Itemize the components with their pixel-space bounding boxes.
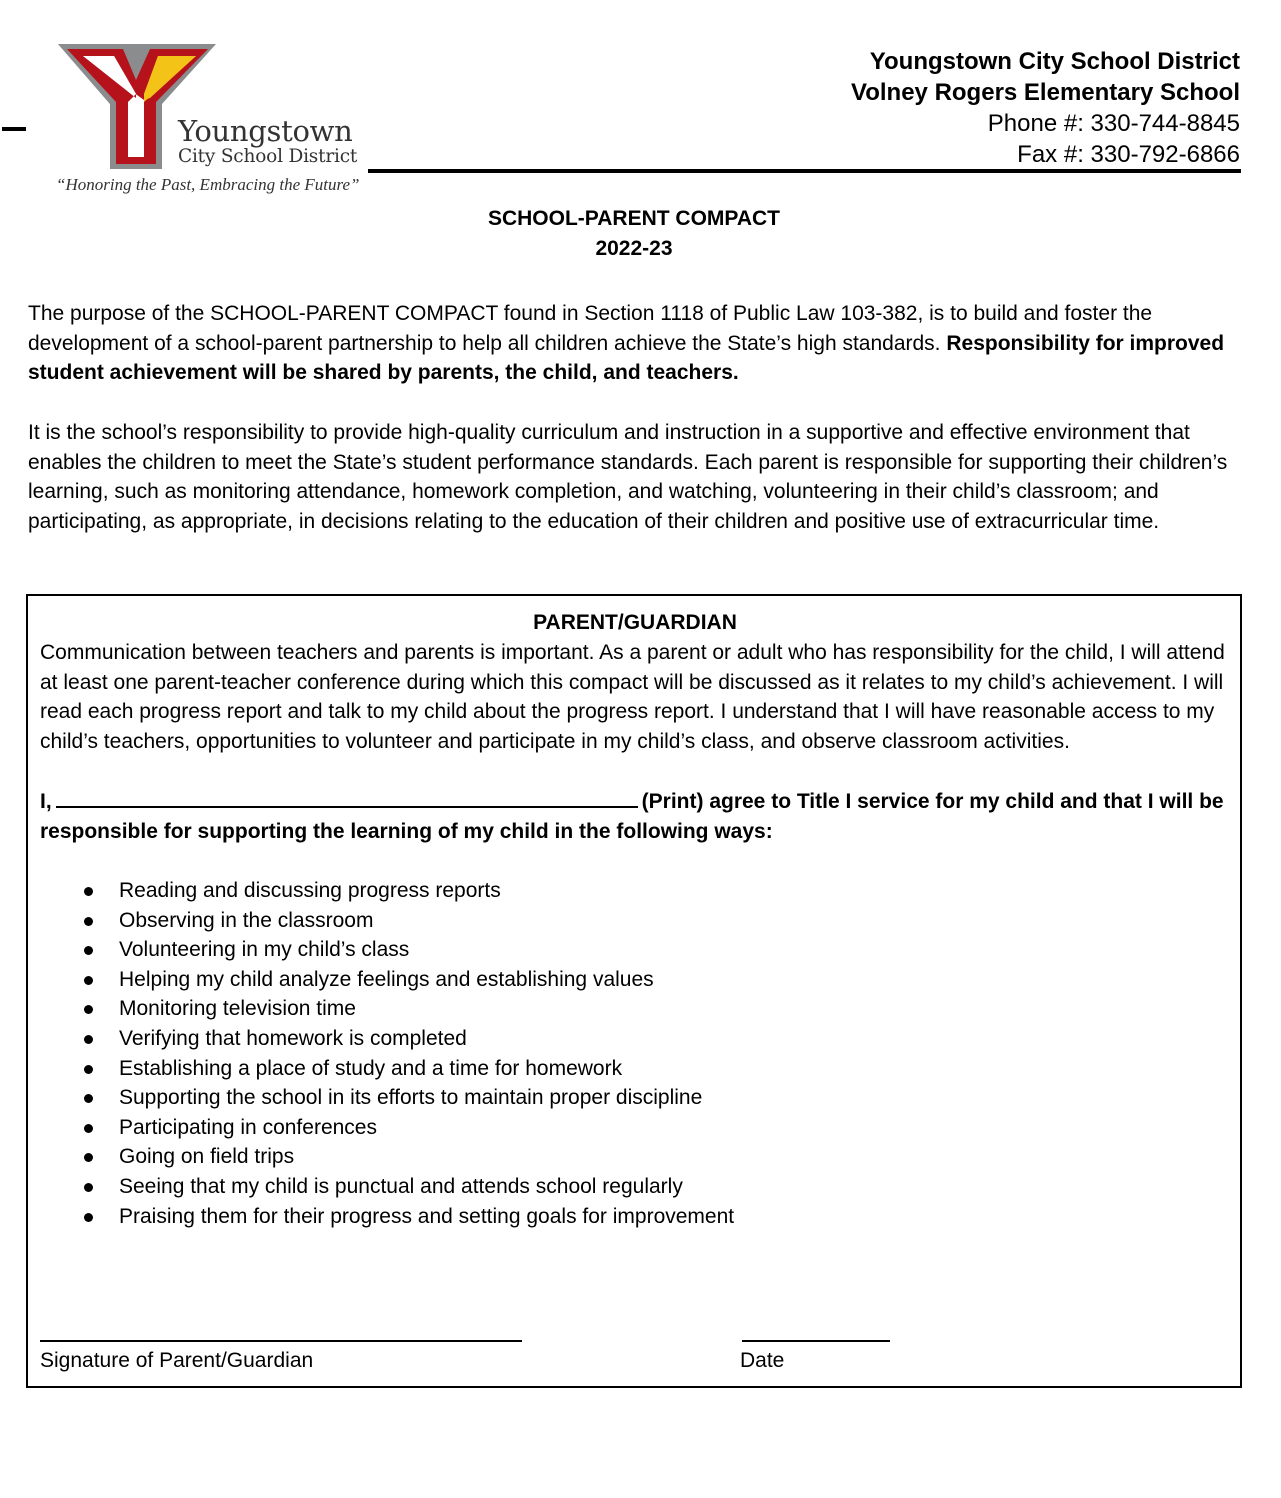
list-item: Verifying that homework is completed <box>40 1024 1230 1054</box>
signature-label: Signature of Parent/Guardian <box>40 1349 314 1372</box>
title-line: SCHOOL-PARENT COMPACT <box>487 207 781 230</box>
communication-paragraph: Communication between teachers and parents is important. As a parent or adult who has responsibility for the child, I will attend at least one parent-teacher conference during which this compact will be discussed as it relates to my child’s achievement. I will read each progress report and talk to my child about the progress report. I understand that I will have reasonable access to my child’s teachers, opportunities to volunteer and participate in my child’s class, and observe classroom activities. <box>40 641 1225 753</box>
shared-responsibility-text: Responsibility for improved student achievement will be shared by parents, the child, and teachers. <box>28 331 1225 384</box>
list-item: Going on field trips <box>40 1142 1230 1172</box>
agreement-prefix: I, <box>40 790 52 813</box>
section-heading: PARENT/GUARDIAN <box>533 611 737 634</box>
list-item: Helping my child analyze feelings and establishing values <box>40 965 1230 995</box>
document-title <box>0 204 1268 264</box>
date-label: Date <box>740 1349 785 1372</box>
phone-number: Phone #: 330-744-8845 <box>987 110 1240 137</box>
agreement-statement <box>40 786 1230 846</box>
purpose-text: The purpose of the SCHOOL-PARENT COMPACT found in Section 1118 of Public Law 103-382, is to build and foster the development of a school-parent partnership to help all children achieve the State’s high standards. <box>28 302 1153 355</box>
list-item: Establishing a place of study and a time for homework <box>40 1054 1230 1084</box>
list-item: Volunteering in my child’s class <box>40 935 1230 965</box>
logo-name: Youngstown <box>178 114 353 148</box>
parent-guardian-section <box>26 594 1242 1388</box>
district-logo <box>28 42 373 200</box>
responsibility-paragraph: It is the school’s responsibility to provide high-quality curriculum and instruction in a supportive and effective environment that enables the children to meet the State’s student performance standards. Each parent is responsible for supporting their children’s learning, such as monitoring attendance, homework completion, and watching, volunteering in their child’s classroom; and participating, as appropriate, in decisions relating to the education of their children and positive use of extracurricular time. <box>28 421 1228 533</box>
logo-subname: City School District <box>178 146 358 167</box>
list-item: Observing in the classroom <box>40 906 1230 936</box>
logo-tagline: “Honoring the Past, Embracing the Future” <box>56 175 360 194</box>
purpose-paragraph <box>28 299 1228 388</box>
school-year: 2022-23 <box>595 237 673 260</box>
header-rule <box>368 169 1241 173</box>
fax-number: Fax #: 330-792-6866 <box>1017 141 1240 168</box>
print-name-field[interactable] <box>56 786 638 808</box>
support-ways-list <box>40 876 1230 1231</box>
list-item: Seeing that my child is punctual and attends school regularly <box>40 1172 1230 1202</box>
list-item: Praising them for their progress and setting goals for improvement <box>40 1202 1230 1232</box>
list-item: Supporting the school in its efforts to maintain proper discipline <box>40 1083 1230 1113</box>
header-rule-left <box>2 127 26 131</box>
list-item: Reading and discussing progress reports <box>40 876 1230 906</box>
signature-field[interactable] <box>40 1340 522 1342</box>
school-name: Volney Rogers Elementary School <box>850 79 1240 106</box>
list-item: Monitoring television time <box>40 994 1230 1024</box>
list-item: Participating in conferences <box>40 1113 1230 1143</box>
date-field[interactable] <box>742 1340 890 1342</box>
agreement-suffix: (Print) agree to Title I service for my child and that I will be responsible for supporting the learning of my child in the following ways: <box>40 790 1224 843</box>
school-contact-block <box>851 46 1240 170</box>
district-name: Youngstown City School District <box>869 48 1240 75</box>
